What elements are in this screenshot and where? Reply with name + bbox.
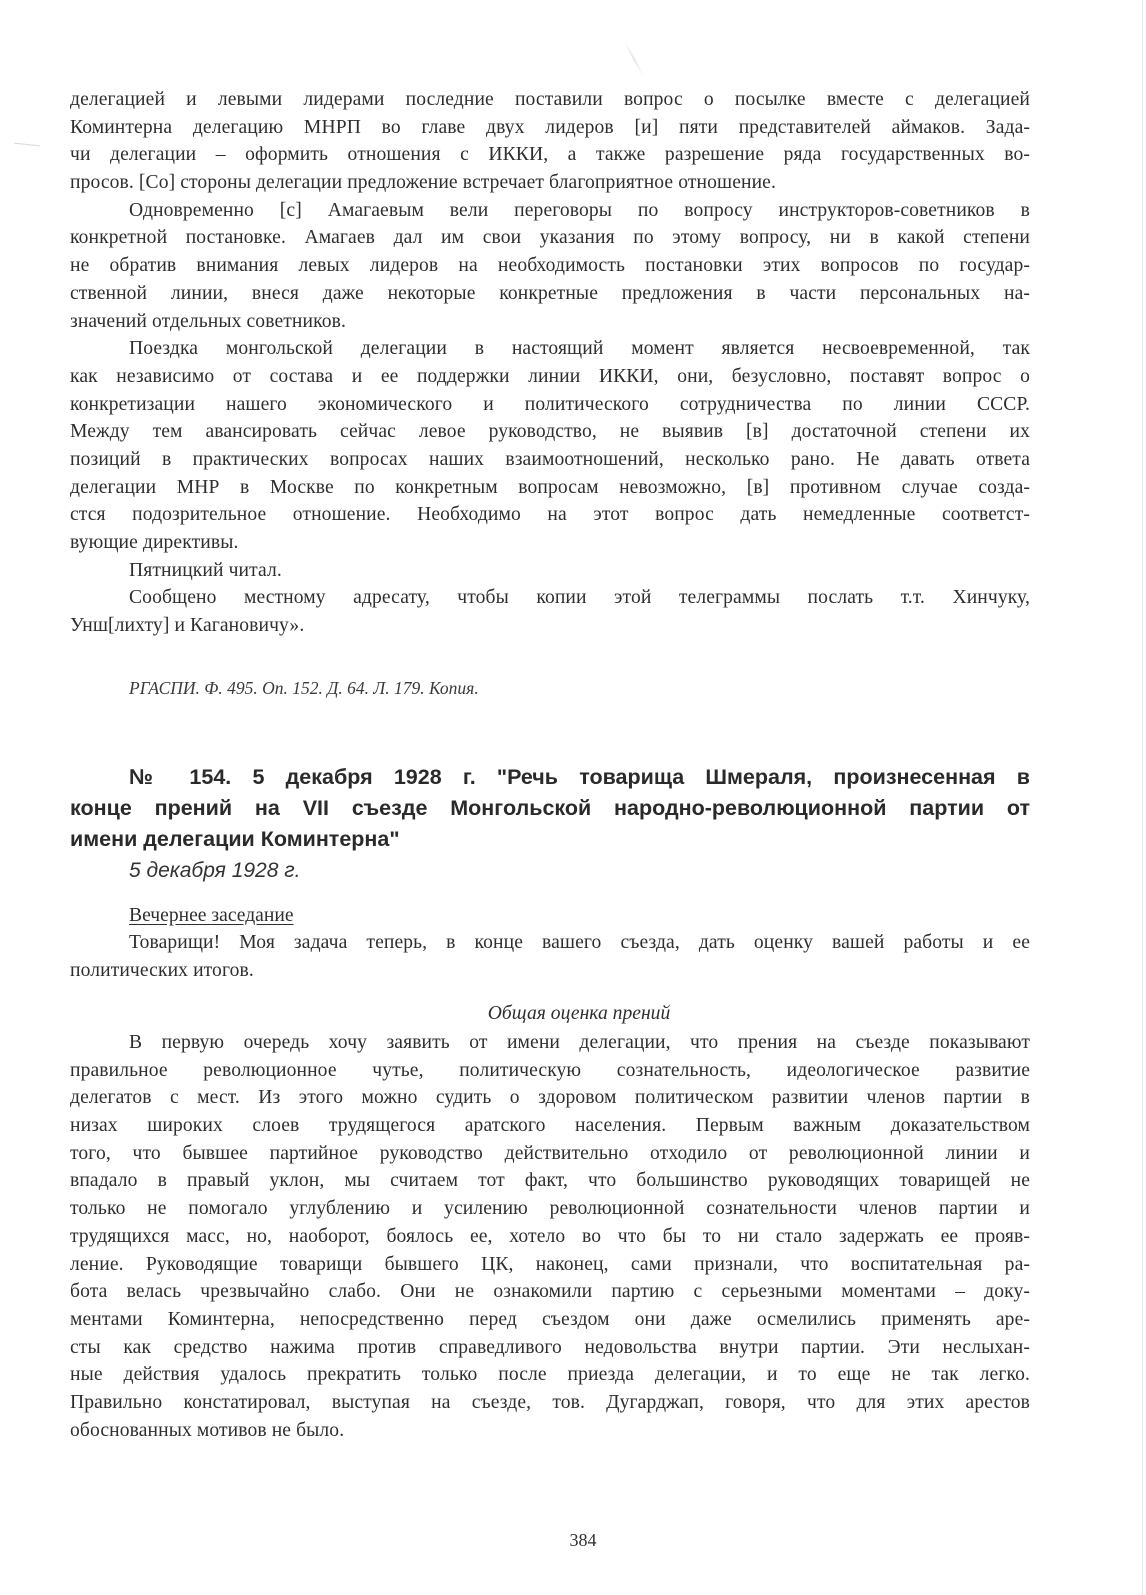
- session-label: Вечернее заседание: [129, 905, 294, 926]
- paragraph: [70, 197, 1030, 335]
- text-line: низах широких слоев трудящегося аратского населения. Первым важным доказательством: [70, 1115, 1030, 1137]
- text-line: конкретной постановке. Амагаев дал им свои указания по этому вопросу, ни в какой степени: [70, 227, 1030, 249]
- text-line: значений отдельных советников.: [70, 310, 346, 332]
- text-line: Одновременно [с] Амагаевым вели переговоры по вопросу инструкторов-советников в: [129, 199, 1030, 221]
- page-edge-line: [1142, 0, 1143, 1595]
- text-line: Пятницкий читал.: [129, 559, 282, 581]
- paragraph: [70, 584, 1030, 639]
- text-line: Сообщено местному адресату, чтобы копии этой телеграммы послать т.т. Хинчуку,: [129, 587, 1030, 609]
- text-line: правильное революционное чутье, политическую сознательность, идеологическое развитие: [70, 1059, 1030, 1081]
- text-line: позиций в практических вопросах наших взаимоотношений, несколько рано. Не давать ответа: [70, 448, 1030, 470]
- text-line: делегатов с мест. Из этого можно судить о здоровом политическом развитии членов партии в: [70, 1087, 1030, 1109]
- heading-line: имени делегации Коминтерна": [70, 827, 400, 851]
- text-line: впадало в правый уклон, мы считаем тот факт, что большинство руководящих товарищей не: [70, 1170, 1030, 1192]
- text-line: Правильно констатировал, выступая на съезде, тов. Дугарджап, говоря, что для этих арестов: [70, 1391, 1030, 1413]
- document-date: 5 декабря 1928 г.: [129, 859, 301, 882]
- text-line: делегацией и левыми лидерами последние поставили вопрос о посылке вместе с делегацией: [70, 89, 1030, 110]
- text-line: конкретизации нашего экономического и политического сотрудничества по линии СССР.: [70, 393, 1030, 415]
- paragraph: [70, 557, 1030, 585]
- heading-line: конце прений на VII съезде Монгольской народно-революционной партии от: [70, 796, 1030, 820]
- text-line: ментами Коминтерна, непосредственно перед съездом они даже осмелились применять аре-: [70, 1308, 1030, 1330]
- text-line: ление. Руководящие товарищи бывшего ЦК, наконец, сами признали, что воспитательная ра-: [70, 1253, 1030, 1275]
- text-line: политических итогов.: [70, 959, 254, 981]
- text-line: ные действия удалось прекратить только после приезда делегации, и то еще не так легко.: [70, 1364, 1030, 1386]
- text-line: трудящихся масс, но, наоборот, боялось ее, хотело во что бы то ни стало задержать ее прояв-: [70, 1225, 1030, 1247]
- text-line: не обратив внимания левых лидеров на необходимость постановки этих вопросов по государ-: [70, 255, 1030, 277]
- text-line: Между тем авансировать сейчас левое руководство, не выявив [в] достаточной степени их: [70, 421, 1030, 443]
- text-line: бота велась чрезвычайно слабо. Они не ознакомили партию с серьезными моментами – доку-: [70, 1281, 1030, 1303]
- text-line: как независимо от состава и ее поддержки линии ИККИ, они, безусловно, поставят вопрос о: [70, 365, 1030, 387]
- scan-artifact-mark: [14, 143, 40, 147]
- text-line: сты как средство нажима против справедливого недовольства внутри партии. Эти неслыхан-: [70, 1336, 1030, 1358]
- text-line: просов. [Со] стороны делегации предложение встречает благоприятное отношение.: [70, 172, 776, 194]
- section-title: Общая оценка прений: [487, 1003, 671, 1024]
- text-line: В первую очередь хочу заявить от имени делегации, что прения на съезде показывают: [129, 1032, 1030, 1053]
- text-line: делегации МНР в Москве по конкретным вопросам невозможно, [в] противном случае созда-: [70, 476, 1030, 498]
- intro-paragraph: [70, 929, 1030, 984]
- text-line: Унш[лихту] и Кагановичу».: [70, 615, 305, 637]
- text-line: Поездка монгольской делегации в настоящий момент является несвоевременной, так: [129, 338, 1030, 360]
- text-line: ственной линии, внеся даже некоторые конкретные предложения в части персональных на-: [70, 282, 1030, 304]
- scan-artifact-mark: [624, 42, 644, 76]
- text-line: вующие директивы.: [70, 532, 239, 553]
- text-line: обоснованных мотивов не было.: [70, 1419, 345, 1441]
- text-line: Товарищи! Моя задача теперь, в конце вашего съезда, дать оценку вашей работы и ее: [129, 932, 1030, 953]
- document-heading: [70, 762, 1030, 855]
- text-line: только не помогало углублению и усилению революционной сознательности членов партии и: [70, 1198, 1030, 1220]
- text-line: того, что бывшее партийное руководство действительно отходило от революционной линии и: [70, 1142, 1030, 1164]
- text-line: Коминтерна делегацию МНРП во главе двух лидеров [и] пяти представителей аймаков. Зада-: [70, 116, 1030, 138]
- page-number: 384: [569, 1530, 597, 1550]
- text-line: чи делегации – оформить отношения с ИККИ, а также разрешение ряда государственных во-: [70, 144, 1030, 166]
- text-line: стся подозрительное отношение. Необходимо на этот вопрос дать немедленные соответст-: [70, 504, 1030, 526]
- paragraph: [70, 335, 1030, 557]
- paragraph: [70, 86, 1030, 197]
- main-paragraph: [70, 1029, 1030, 1444]
- archive-source-reference: РГАСПИ. Ф. 495. Оп. 152. Д. 64. Л. 179. Копия.: [129, 678, 479, 698]
- heading-line: № 154. 5 декабря 1928 г. "Речь товарища Шмераля, произнесенная в: [129, 765, 1030, 789]
- telegram-continuation: [70, 86, 1030, 640]
